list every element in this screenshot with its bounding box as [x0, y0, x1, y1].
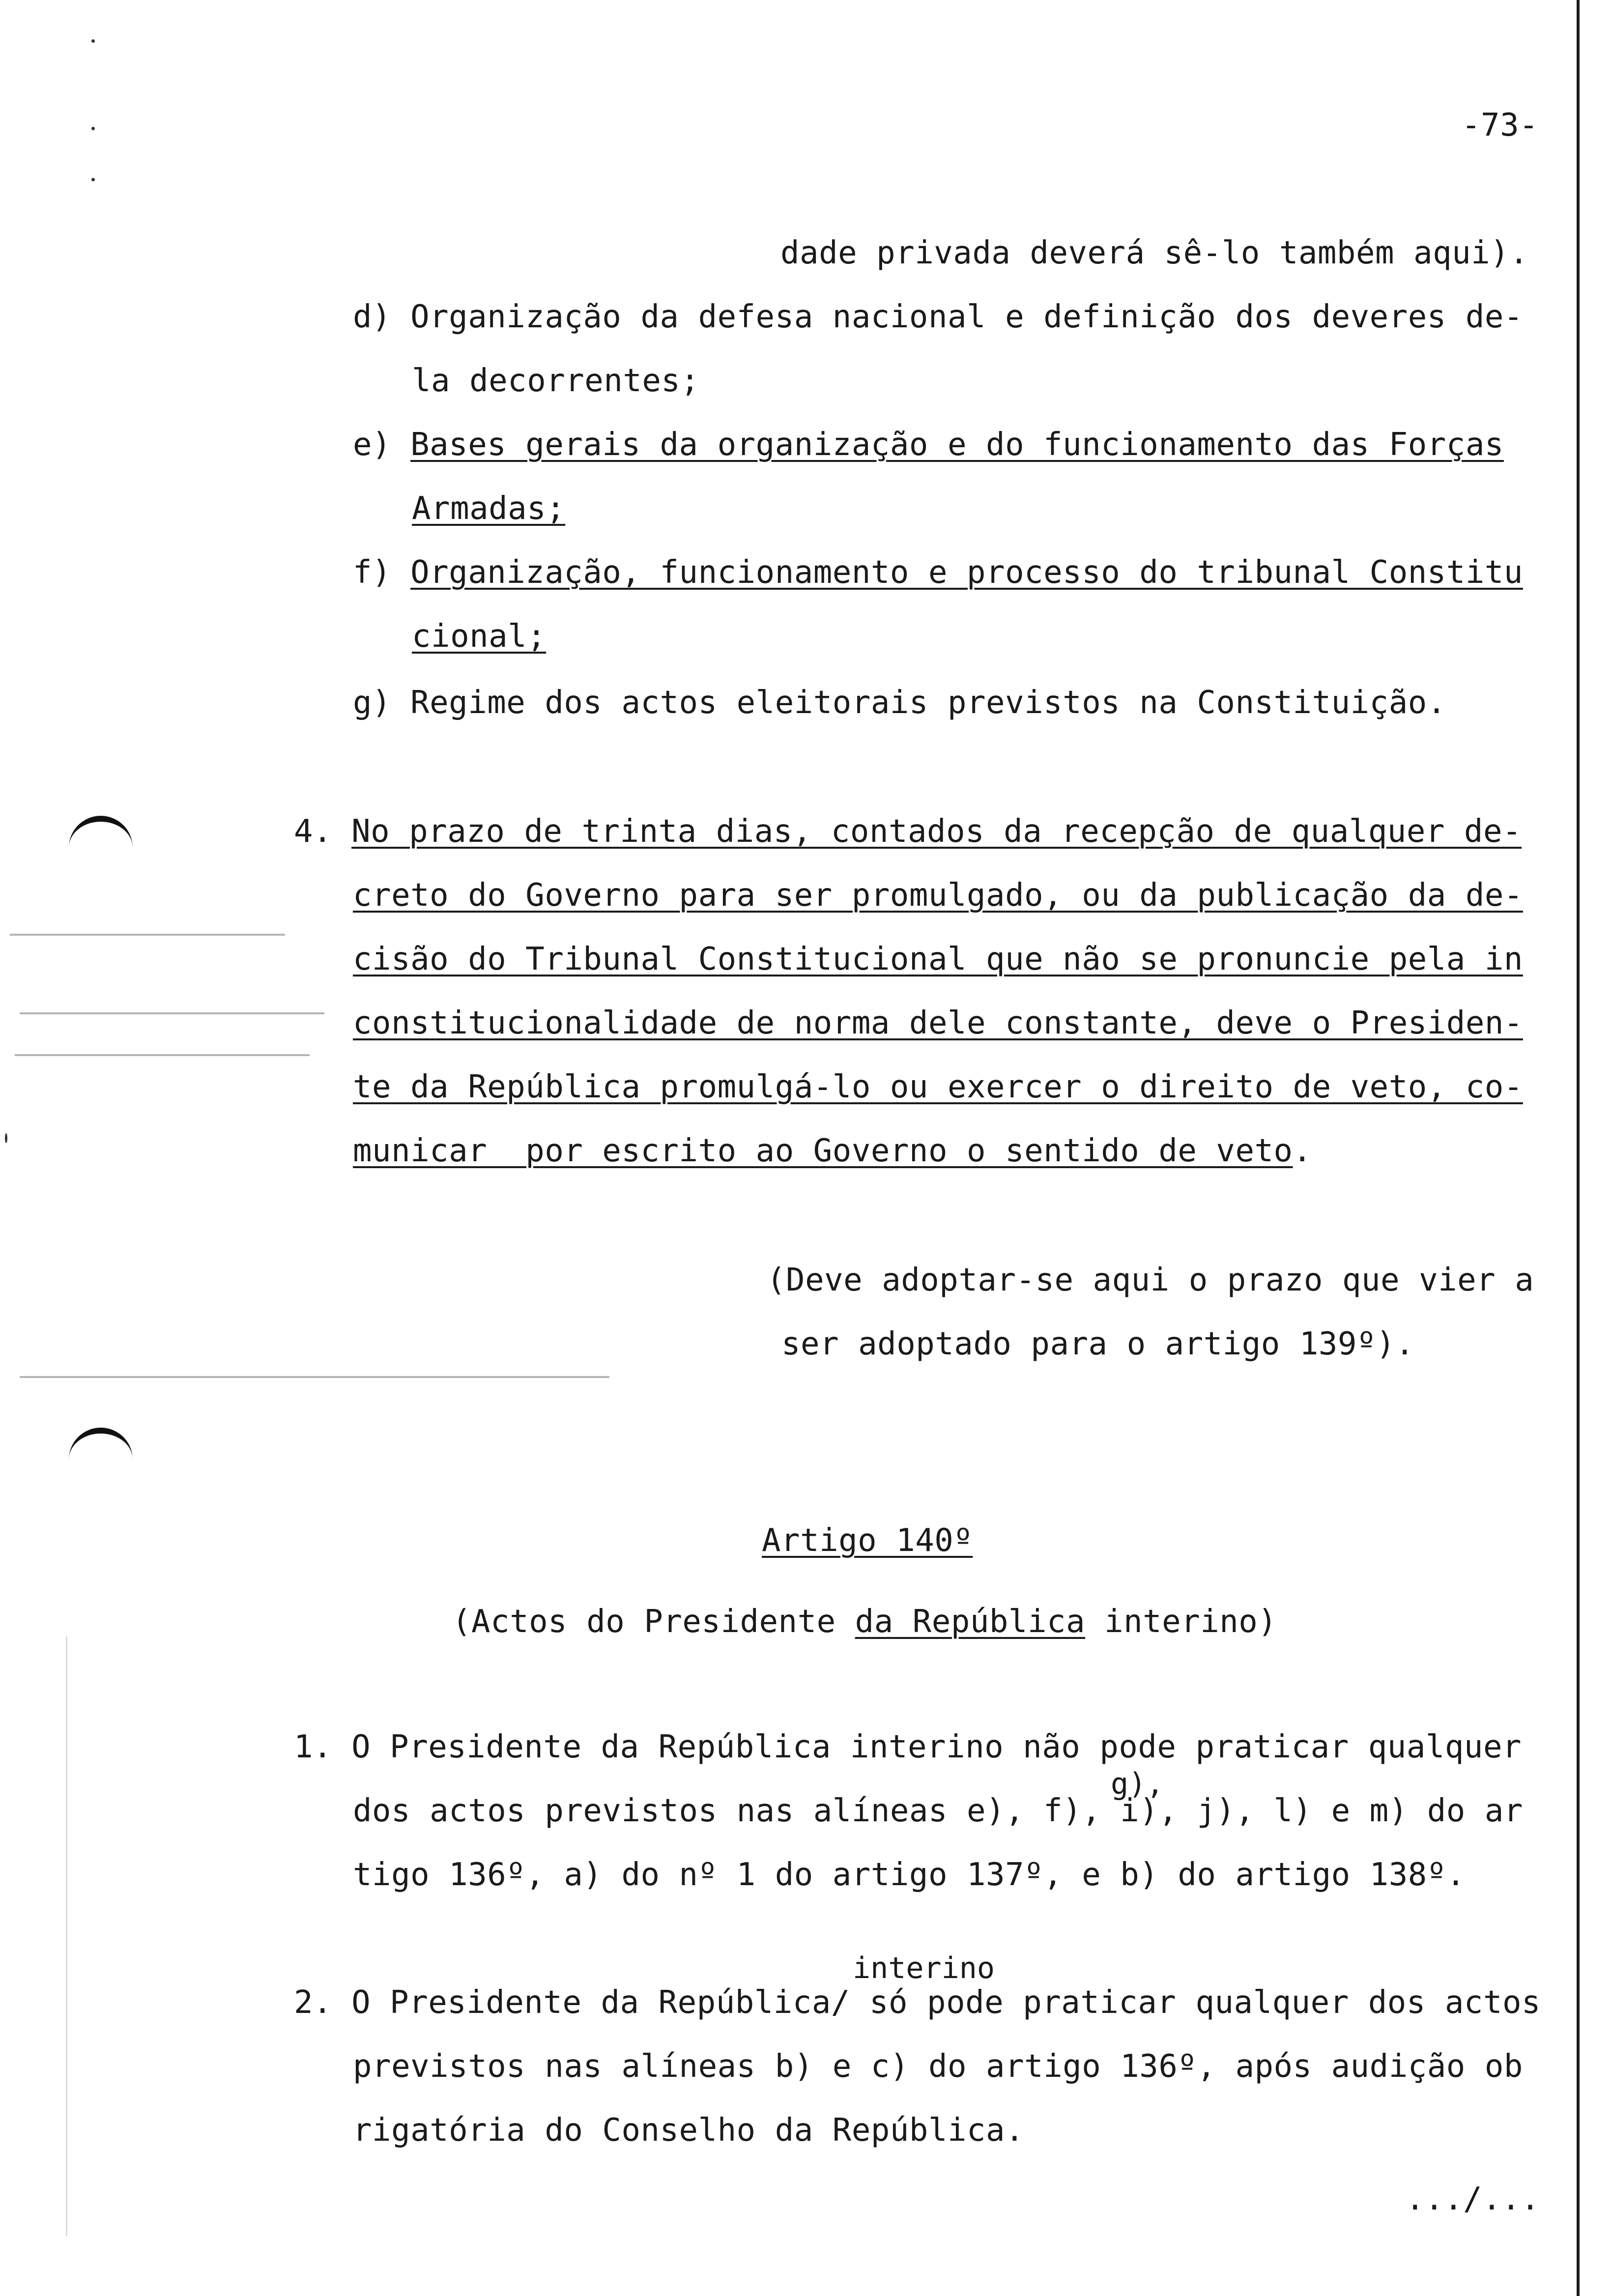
item-d-line-2: la decorrentes;	[412, 363, 700, 399]
article-title: Artigo 140º	[762, 1522, 973, 1559]
paragraph-1-line-3: tigo 136º, a) do nº 1 do artigo 137º, e b) do artigo 138º.	[353, 1857, 1466, 1893]
margin-fold-line	[66, 1636, 67, 2236]
item-f-line-2: cional;	[412, 618, 547, 655]
scan-mark	[5, 1133, 7, 1143]
paragraph-1-line-2: dos actos previstos nas alíneas e), f), i), j), l) e m) do ar	[353, 1793, 1523, 1829]
article-subtitle: (Actos do Presidente da República interino)	[452, 1604, 1277, 1640]
paragraph-4-line-6: municar por escrito ao Governo o sentido de veto.	[353, 1133, 1312, 1169]
scan-noise	[15, 1054, 310, 1056]
note-line-1: (Deve adoptar-se aqui o prazo que vier a	[767, 1262, 1534, 1298]
scan-noise	[10, 934, 285, 936]
item-f-line-1: f) Organização, funcionamento e processo do tribunal Constitu	[353, 554, 1523, 591]
item-e-line-2: Armadas;	[412, 490, 566, 527]
punch-hole-top	[69, 816, 133, 861]
page-number: -73-	[1462, 107, 1539, 144]
scan-mark	[91, 39, 95, 43]
item-d-line-1: d) Organização da defesa nacional e definição dos deveres de-	[353, 299, 1523, 335]
paragraph-2-line-1: 2. O Presidente da República/ só pode praticar qualquer dos actos	[294, 1984, 1541, 2021]
paragraph-4-line-5: te da República promulgá-lo ou exercer o direito de veto, co-	[353, 1069, 1523, 1105]
scan-mark	[91, 127, 95, 130]
page-edge-line	[1577, 0, 1580, 2296]
continuation-mark: .../...	[1406, 2181, 1540, 2217]
paragraph-4-line-2: creto do Governo para ser promulgado, ou da publicação da de-	[353, 877, 1523, 914]
item-e-line-1: e) Bases gerais da organização e do funcionamento das Forças	[353, 427, 1504, 463]
punch-hole-bottom	[69, 1428, 133, 1473]
paragraph-4-line-1: 4. No prazo de trinta dias, contados da recepção de qualquer de-	[294, 813, 1522, 850]
handwritten-insertion: g),	[1111, 1767, 1164, 1801]
note-line-2: ser adoptado para o artigo 139º).	[781, 1326, 1415, 1362]
scan-noise	[20, 1012, 324, 1014]
paragraph-4-line-4: constitucionalidade de norma dele constante, deve o Presiden-	[353, 1005, 1523, 1041]
handwritten-insertion: interino	[853, 1951, 995, 1985]
paragraph-2-line-3: rigatória do Conselho da República.	[353, 2112, 1025, 2149]
paragraph-4-line-3: cisão do Tribunal Constitucional que não se pronuncie pela in	[353, 941, 1523, 977]
text-line: dade privada deverá sê-lo também aqui).	[780, 235, 1529, 271]
paragraph-1-line-1: 1. O Presidente da República interino não pode praticar qualquer	[294, 1729, 1522, 1765]
item-g-line: g) Regime dos actos eleitorais previstos na Constituição.	[353, 685, 1446, 721]
scan-mark	[91, 178, 95, 181]
scan-noise	[20, 1376, 609, 1378]
paragraph-2-line-2: previstos nas alíneas b) e c) do artigo 136º, após audição ob	[353, 2048, 1523, 2085]
